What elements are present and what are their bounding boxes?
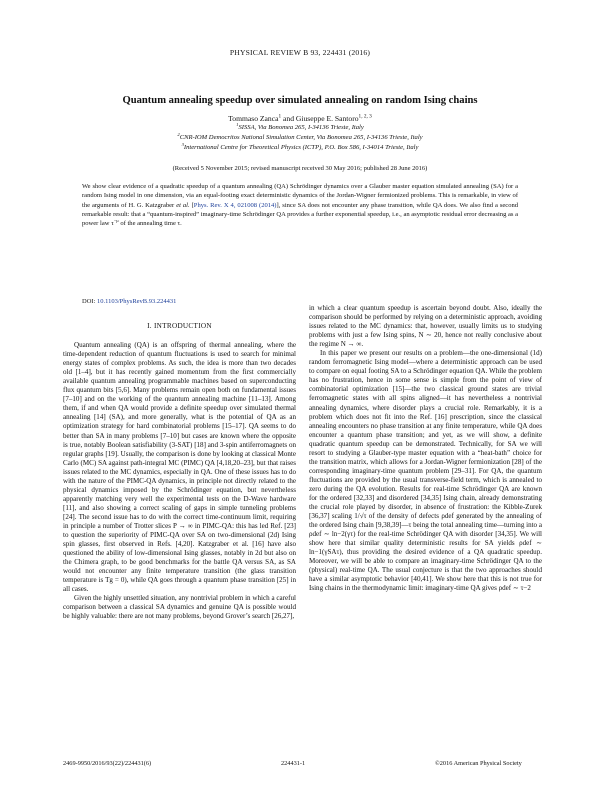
paragraph: Quantum annealing (QA) is an offspring of thermal annealing, where the time-dependent reduction of quantum fluctuations is used to search for minimal energy states of complex problems. As such, the idea is more than two decades old [1–4], but it has recently gained momentum from the first commercially available quantum annealing programmable machines based on superconducting flux quantum bits [5,6]. Many problems remain open both on fundamental issues [7–10] and on the working of the quantum annealing machine [11–13]. Among them, if and when QA would provide a definite speedup over simulated thermal annealing [14] (SA), and more generally, what is the potential of QA as an optimization strategy for hard combinatorial problems [15–17]. QA seems to do better than SA in many problems [7–10] but cases are known where the opposite is true, notably Boolean satisfiability (3-SAT) [18] and 3-spin antiferromagnets on regular graphs [19]. Usually, the comparison is done by looking at classical Monte Carlo (MC) SA against path-integral MC (PIMC) QA [4,18,20–23], but that raises issues related to the MC dynamics, especially in QA. One of these issues has to do with the nature of the PIMC-QA dynamics, in principle not directly related to the physical dynamics imposed by the Schrödinger equation, but nevertheless apparently matching very well the experimental tests on the D-Wave hardware [11], and also showing a correct scaling of gaps in simple tunneling problems [24]. The second issue has to do with the correct time-continuum limit, requiring in principle a number of Trotter slices P → ∞ in PIMC-QA: this has led Ref. [23] to question the superiority of PIMC-QA over SA on two-dimensional (2d) Ising spin glasses, first observed in Refs. [4,20]. Katzgraber et al. [16] have also questioned the ability of low-dimensional Ising glasses, notably in 2d but also on the Chimera graph, to be good benchmarks for the battle QA versus SA, as SA would not encounter any finite temperature transition (the glass transition temperature is Tg = 0), while QA goes through a quantum phase transition [25] in all cases. [63,341,296,594]
paragraph: Given the highly unsettled situation, any nontrivial problem in which a careful comparison between a classical SA dynamics and genuine QA is possible would be highly valuable: there are not many problems, beyond Grover’s search [26,27], [63,594,296,621]
footer-issn: 2469-9950/2016/93(22)/224431(6) [63,760,152,767]
affiliation: $^1$SISSA, Via Bonomea 265, I-34136 Trieste, Italy [236,121,364,131]
right-column [309,304,542,594]
doi: DOI: 10.1103/PhysRevB.93.224431 [82,298,177,305]
affiliation: $^3$International Centre for Theoretical Physics (ICTP), P.O. Box 586, I-34014 Trieste, Italy [181,141,419,151]
author-name: Giuseppe E. Santoro [295,114,359,123]
page-number: 224431-1 [281,760,306,767]
section-heading: I. INTRODUCTION [147,322,212,330]
paragraph: in which a clear quantum speedup is ascertain beyond doubt. Also, ideally the comparison should be performed by relying on a deterministic approach, avoiding issues related to the MC dynamics: that, however, usually limits us to studying problems with just a few Ising spins, N ∼ 20, hence not really conclusive about the regime N → ∞. [309,304,542,349]
abstract: We show clear evidence of a quadratic speedup of a quantum annealing (QA) Schrödinger dynamics over a Glauber master equation simulated annealing (SA) for a random Ising model in one dimension, via an equal-footing exact deterministic dynamics of the Jordan-Wigner fermionized problems. This is remarkable, in view of the arguments of H. G. Katzgraber et al. [Phys. Rev. X 4, 021008 (2014)], since SA does not encounter any phase transition, while QA does. We also find a second remarkable result: that a “quantum-inspired” imaginary-time Schrödinger QA provides a further exponential speedup, i.e., an asymptotic residual error decreasing as a power law $\tau^{-\mu}$ of the annealing time τ. [82,183,519,227]
affiliation-marker: 1 [278,113,282,120]
copyright: ©2016 American Physical Society [435,760,522,767]
doi-link[interactable]: 10.1103/PhysRevB.93.224431 [96,298,177,305]
left-column [63,322,296,622]
affiliation: $^2$CNR-IOM Democritos National Simulation Center, Via Bonomea 265, I-34136 Trieste, Italy [177,131,423,141]
author-list [0,114,600,123]
author-name: Tommaso Zanca [228,114,279,123]
running-head: PHYSICAL REVIEW B 93, 224431 (2016) [229,48,371,57]
received-dates: (Received 5 November 2015; revised manuscript received 30 May 2016; published 28 June 2016) [172,165,428,172]
paragraph: In this paper we present our results on a problem—the one-dimensional (1d) random ferromagnetic Ising model—where a deterministic approach can be used to compare on equal footing SA to a Schrödinger equation QA. While the problem has no frustration, hence in some sense is simple from the point of view of combinatorial optimization [15]—the two classical ground states are trivial ferromagnetic states with all spins aligned—it has nevertheless a nontrivial annealing dynamics, where disorder plays a crucial role. Remarkably, it is a problem which does not fit into the Ref. [16] prescription, since the classical annealing encounters no phase transition at any finite temperature, while QA does encounter a quantum phase transition; and yet, as we will show, a definite quadratic quantum speedup can be demonstrated. Technically, for SA we will resort to studying a Glauber-type master equation with a “heat-bath” choice for the transition matrix, which allows for a Jordan-Wigner fermionization [28] of the corresponding imaginary-time quantum problem [29–31]. For QA, the quantum fluctuations are provided by the usual transverse-field term, which is annealed to zero during the QA evolution. Results for real-time Schrödinger QA are known for the ordered [32,33] and disordered [34,35] Ising chain, already demonstrating the crucial role played by disorder, in absence of frustration: the Kibble-Zurek [36,37] scaling 1/√τ of the density of defects ρdef generated by the annealing of the ordered Ising chain [9,38,39]—τ being the total annealing time—turning into a ρdef ∼ ln−2(γτ) for the real-time Schrödinger QA with disorder [34,35]. We will show here that similar quality deterministic results for SA yields ρdef ∼ ln−1(γSAτ), thus providing the desired evidence of a QA quadratic speedup. Moreover, we will be able to compare an imaginary-time Schrödinger QA to the (physical) real-time QA. The usual conjecture is that the two approaches should have a similar asymptotic behavior [40,41]. We show here that this is not true for Ising chains in the thermodynamic limit: imaginary-time QA gives ρdef ∼ τ−2 [309,349,542,593]
affiliation-marker: 1, 2, 3 [358,113,372,120]
reference-link[interactable]: Phys. Rev. X 4, 021008 (2014) [193,201,277,209]
paper-title: Quantum annealing speedup over simulated annealing on random Ising chains [122,95,478,106]
author-conjunction: and [281,114,296,123]
